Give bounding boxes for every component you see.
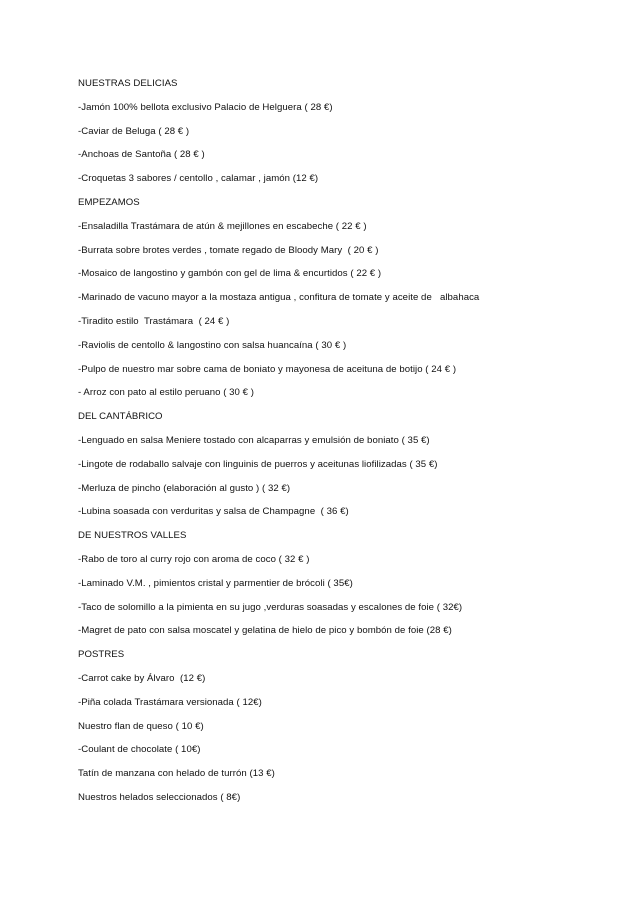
menu-item: -Lubina soasada con verduritas y salsa de Champagne ( 36 €) <box>78 506 349 518</box>
menu-item: -Lingote de rodaballo salvaje con linguinis de puerros y aceitunas liofilizadas ( 35 €) <box>78 458 438 470</box>
menu-item: -Jamón 100% bellota exclusivo Palacio de Helguera ( 28 €) <box>78 101 333 113</box>
menu-document <box>78 77 618 815</box>
menu-item: - Arroz con pato al estilo peruano ( 30 € ) <box>78 387 254 399</box>
menu-item: -Coulant de chocolate ( 10€) <box>78 744 201 756</box>
menu-item: Tatín de manzana con helado de turrón (13 €) <box>78 768 275 780</box>
menu-item: -Merluza de pincho (elaboración al gusto ) ( 32 €) <box>78 482 291 494</box>
menu-item: -Pulpo de nuestro mar sobre cama de boniato y mayonesa de aceituna de botijo ( 24 € ) <box>78 363 457 375</box>
menu-item: -Marinado de vacuno mayor a la mostaza antigua , confitura de tomate y aceite de albahaca <box>78 292 480 304</box>
menu-item: -Piña colada Trastámara versionada ( 12€) <box>78 696 262 708</box>
menu-item: -Taco de solomillo a la pimienta en su jugo ,verduras soasadas y escalones de foie ( 32€) <box>78 601 463 613</box>
menu-item: -Rabo de toro al curry rojo con aroma de coco ( 32 € ) <box>78 553 310 565</box>
menu-item: -Mosaico de langostino y gambón con gel de lima & encurtidos ( 22 € ) <box>78 268 382 280</box>
menu-item: -Ensaladilla Trastámara de atún & mejillones en escabeche ( 22 € ) <box>78 220 367 232</box>
menu-item: Nuestros helados seleccionados ( 8€) <box>78 791 241 803</box>
menu-item: Nuestro flan de queso ( 10 €) <box>78 720 204 732</box>
section-heading-de-nuestros-valles: DE NUESTROS VALLES <box>78 530 187 542</box>
section-heading-empezamos: EMPEZAMOS <box>78 196 140 208</box>
menu-item: -Caviar de Beluga ( 28 € ) <box>78 125 190 137</box>
menu-item: -Croquetas 3 sabores / centollo , calamar , jamón (12 €) <box>78 173 319 185</box>
menu-item: -Tiradito estilo Trastámara ( 24 € ) <box>78 315 230 327</box>
menu-item: -Anchoas de Santoña ( 28 € ) <box>78 149 205 161</box>
section-heading-nuestras-delicias: NUESTRAS DELICIAS <box>78 78 178 89</box>
menu-item: -Burrata sobre brotes verdes , tomate regado de Bloody Mary ( 20 € ) <box>78 244 379 256</box>
menu-item: -Lenguado en salsa Meniere tostado con alcaparras y emulsión de boniato ( 35 €) <box>78 434 430 446</box>
menu-item: -Magret de pato con salsa moscatel y gelatina de hielo de pico y bombón de foie (28 €) <box>78 625 452 637</box>
menu-item: -Laminado V.M. , pimientos cristal y parmentier de brócoli ( 35€) <box>78 577 353 589</box>
menu-item: -Carrot cake by Álvaro (12 €) <box>78 672 206 684</box>
section-heading-del-cantabrico: DEL CANTÁBRICO <box>78 411 163 423</box>
menu-item: -Raviolis de centollo & langostino con salsa huancaína ( 30 € ) <box>78 339 347 351</box>
section-heading-postres: POSTRES <box>78 649 125 661</box>
